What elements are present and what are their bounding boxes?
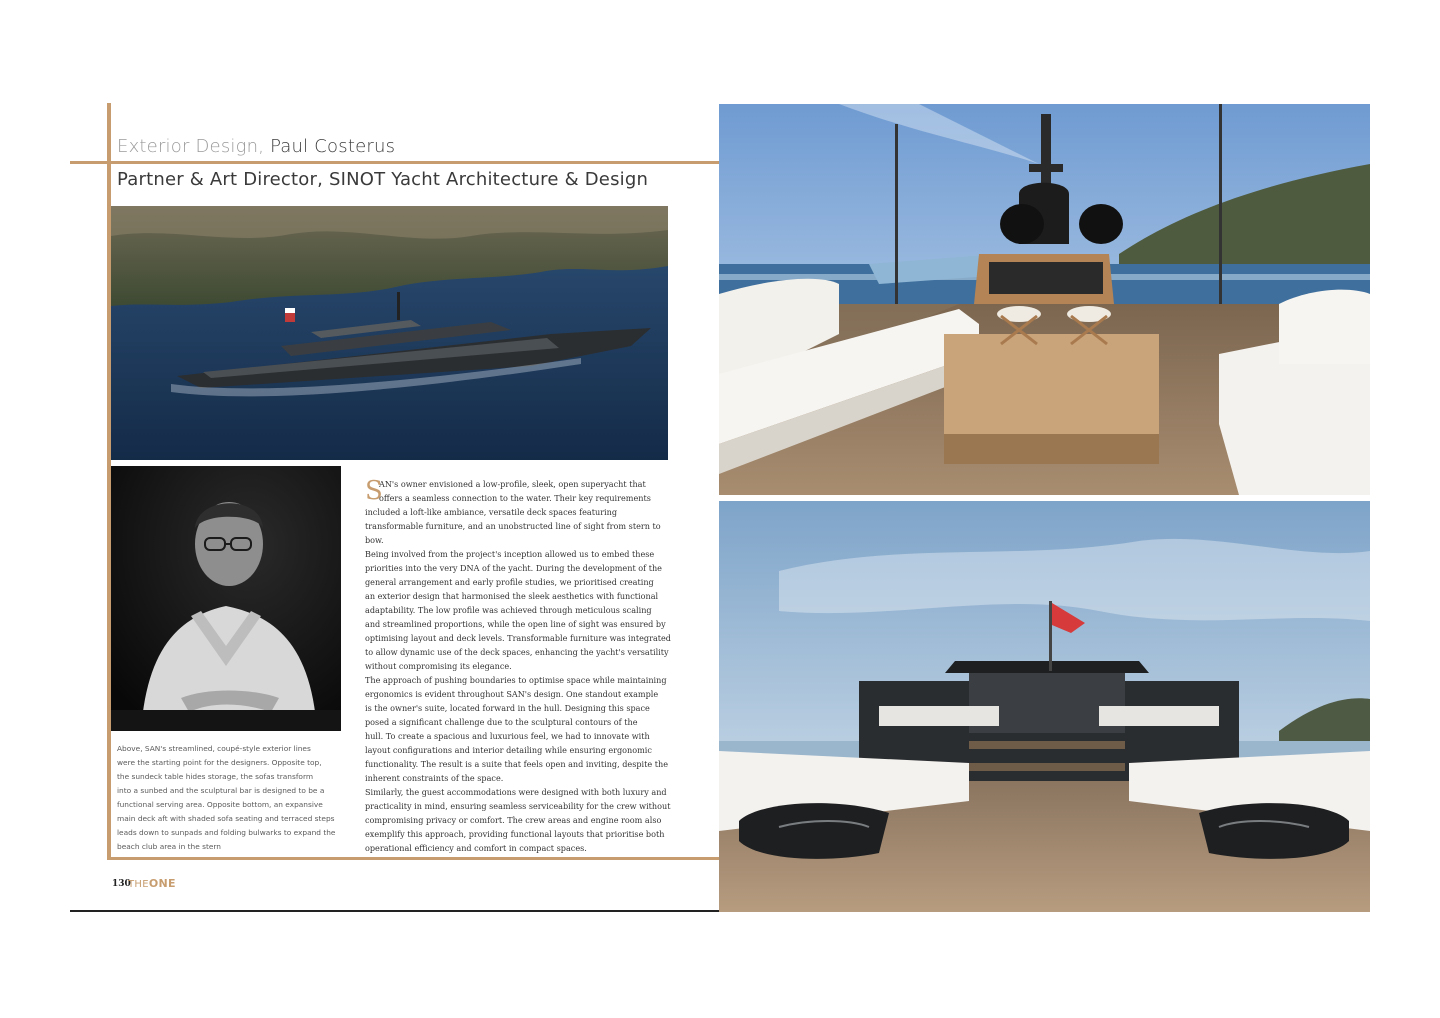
article-line: included a loft-like ambiance, versatile deck spaces featuring (365, 507, 618, 517)
photo-caption (117, 742, 341, 854)
article-line: practicality in mind, ensuring seamless serviceability for the crew without (365, 801, 671, 811)
article-line: functionality. The result is a suite that feels open and inviting, despite the (365, 759, 669, 769)
article-line: without compromising its elegance. (365, 661, 512, 671)
article-line: ergonomics is evident throughout SAN's design. One standout example (365, 689, 659, 699)
article-line: exemplify this approach, providing functional layouts that prioritise both (365, 829, 665, 839)
article-line: transformable furniture, and an unobstructed line of sight from stern to (365, 521, 661, 531)
main-deck-aft-photo (719, 501, 1370, 912)
title-role: Exterior Design, (117, 136, 265, 157)
caption-line: Above, SAN's streamlined, coupé-style exterior lines (117, 744, 311, 753)
article-line: an exterior design that harmonised the sleek aesthetics with functional (365, 591, 659, 601)
article-line: hull. To create a spacious and luxurious feel, we had to innovate with (365, 731, 650, 741)
magazine-logo-the: THE (128, 879, 149, 890)
article-line: to allow dynamic use of the deck spaces, enhancing the yacht's versatility (365, 647, 669, 657)
accent-header-rule (70, 161, 720, 164)
article-line: inherent constraints of the space. (365, 773, 504, 783)
article-line: The approach of pushing boundaries to optimise space while maintaining (365, 675, 667, 685)
article-title (117, 136, 395, 157)
sundeck-photo (719, 104, 1370, 495)
article-line: compromising privacy or comfort. The crew areas and engine room also (365, 815, 662, 825)
caption-line: the sundeck table hides storage, the sofas transform (117, 772, 314, 781)
article-line: adaptability. The low profile was achieved through meticulous scaling (365, 605, 652, 615)
article-line: is the owner's suite, located forward in the hull. Designing this space (365, 703, 650, 713)
article-body (365, 476, 671, 855)
title-name: Paul Costerus (270, 136, 396, 157)
article-line: posed a significant challenge due to the sculptural contours of the (365, 717, 638, 727)
article-line: Similarly, the guest accommodations were designed with both luxury and (365, 787, 667, 797)
drop-cap: S (365, 476, 383, 506)
article-line: priorities into the very DNA of the yacht. During the development of the (365, 563, 662, 573)
article-line: and streamlined proportions, while the open line of sight was ensured by (365, 619, 666, 629)
caption-line: main deck aft with shaded sofa seating and terraced steps (117, 814, 335, 823)
article-subtitle: Partner & Art Director, SINOT Yacht Architecture & Design (117, 169, 649, 190)
magazine-logo (128, 877, 176, 890)
article-line: offers a seamless connection to the water. Their key requirements (379, 493, 651, 503)
caption-line: beach club area in the stern (117, 842, 221, 851)
caption-line: into a sunbed and the sculptural bar is designed to be a (117, 786, 325, 795)
article-line: AN's owner envisioned a low-profile, sleek, open superyacht that (379, 479, 646, 489)
article-line: layout configurations and interior detailing while ensuring ergonomic (365, 745, 652, 755)
caption-line: were the starting point for the designers. Opposite top, (117, 758, 322, 767)
article-line: bow. (365, 535, 384, 545)
article-line: operational efficiency and comfort in compact spaces. (365, 843, 587, 853)
caption-line: functional serving area. Opposite bottom, an expansive (117, 800, 323, 809)
footer-rule (70, 910, 720, 912)
magazine-logo-one: ONE (148, 877, 176, 890)
designer-portrait-photo (111, 466, 341, 731)
caption-line: leads down to sunpads and folding bulwarks to expand the (117, 828, 336, 837)
article-line: general arrangement and early profile studies, we prioritised creating (365, 577, 654, 587)
page-number: 130 (112, 879, 131, 889)
article-line: Being involved from the project's inception allowed us to embed these (365, 549, 655, 559)
yacht-exterior-photo (111, 206, 668, 460)
article-line: optimising layout and deck levels. Transformable furniture was integrated (365, 633, 671, 643)
accent-bottom-rule (107, 857, 720, 860)
